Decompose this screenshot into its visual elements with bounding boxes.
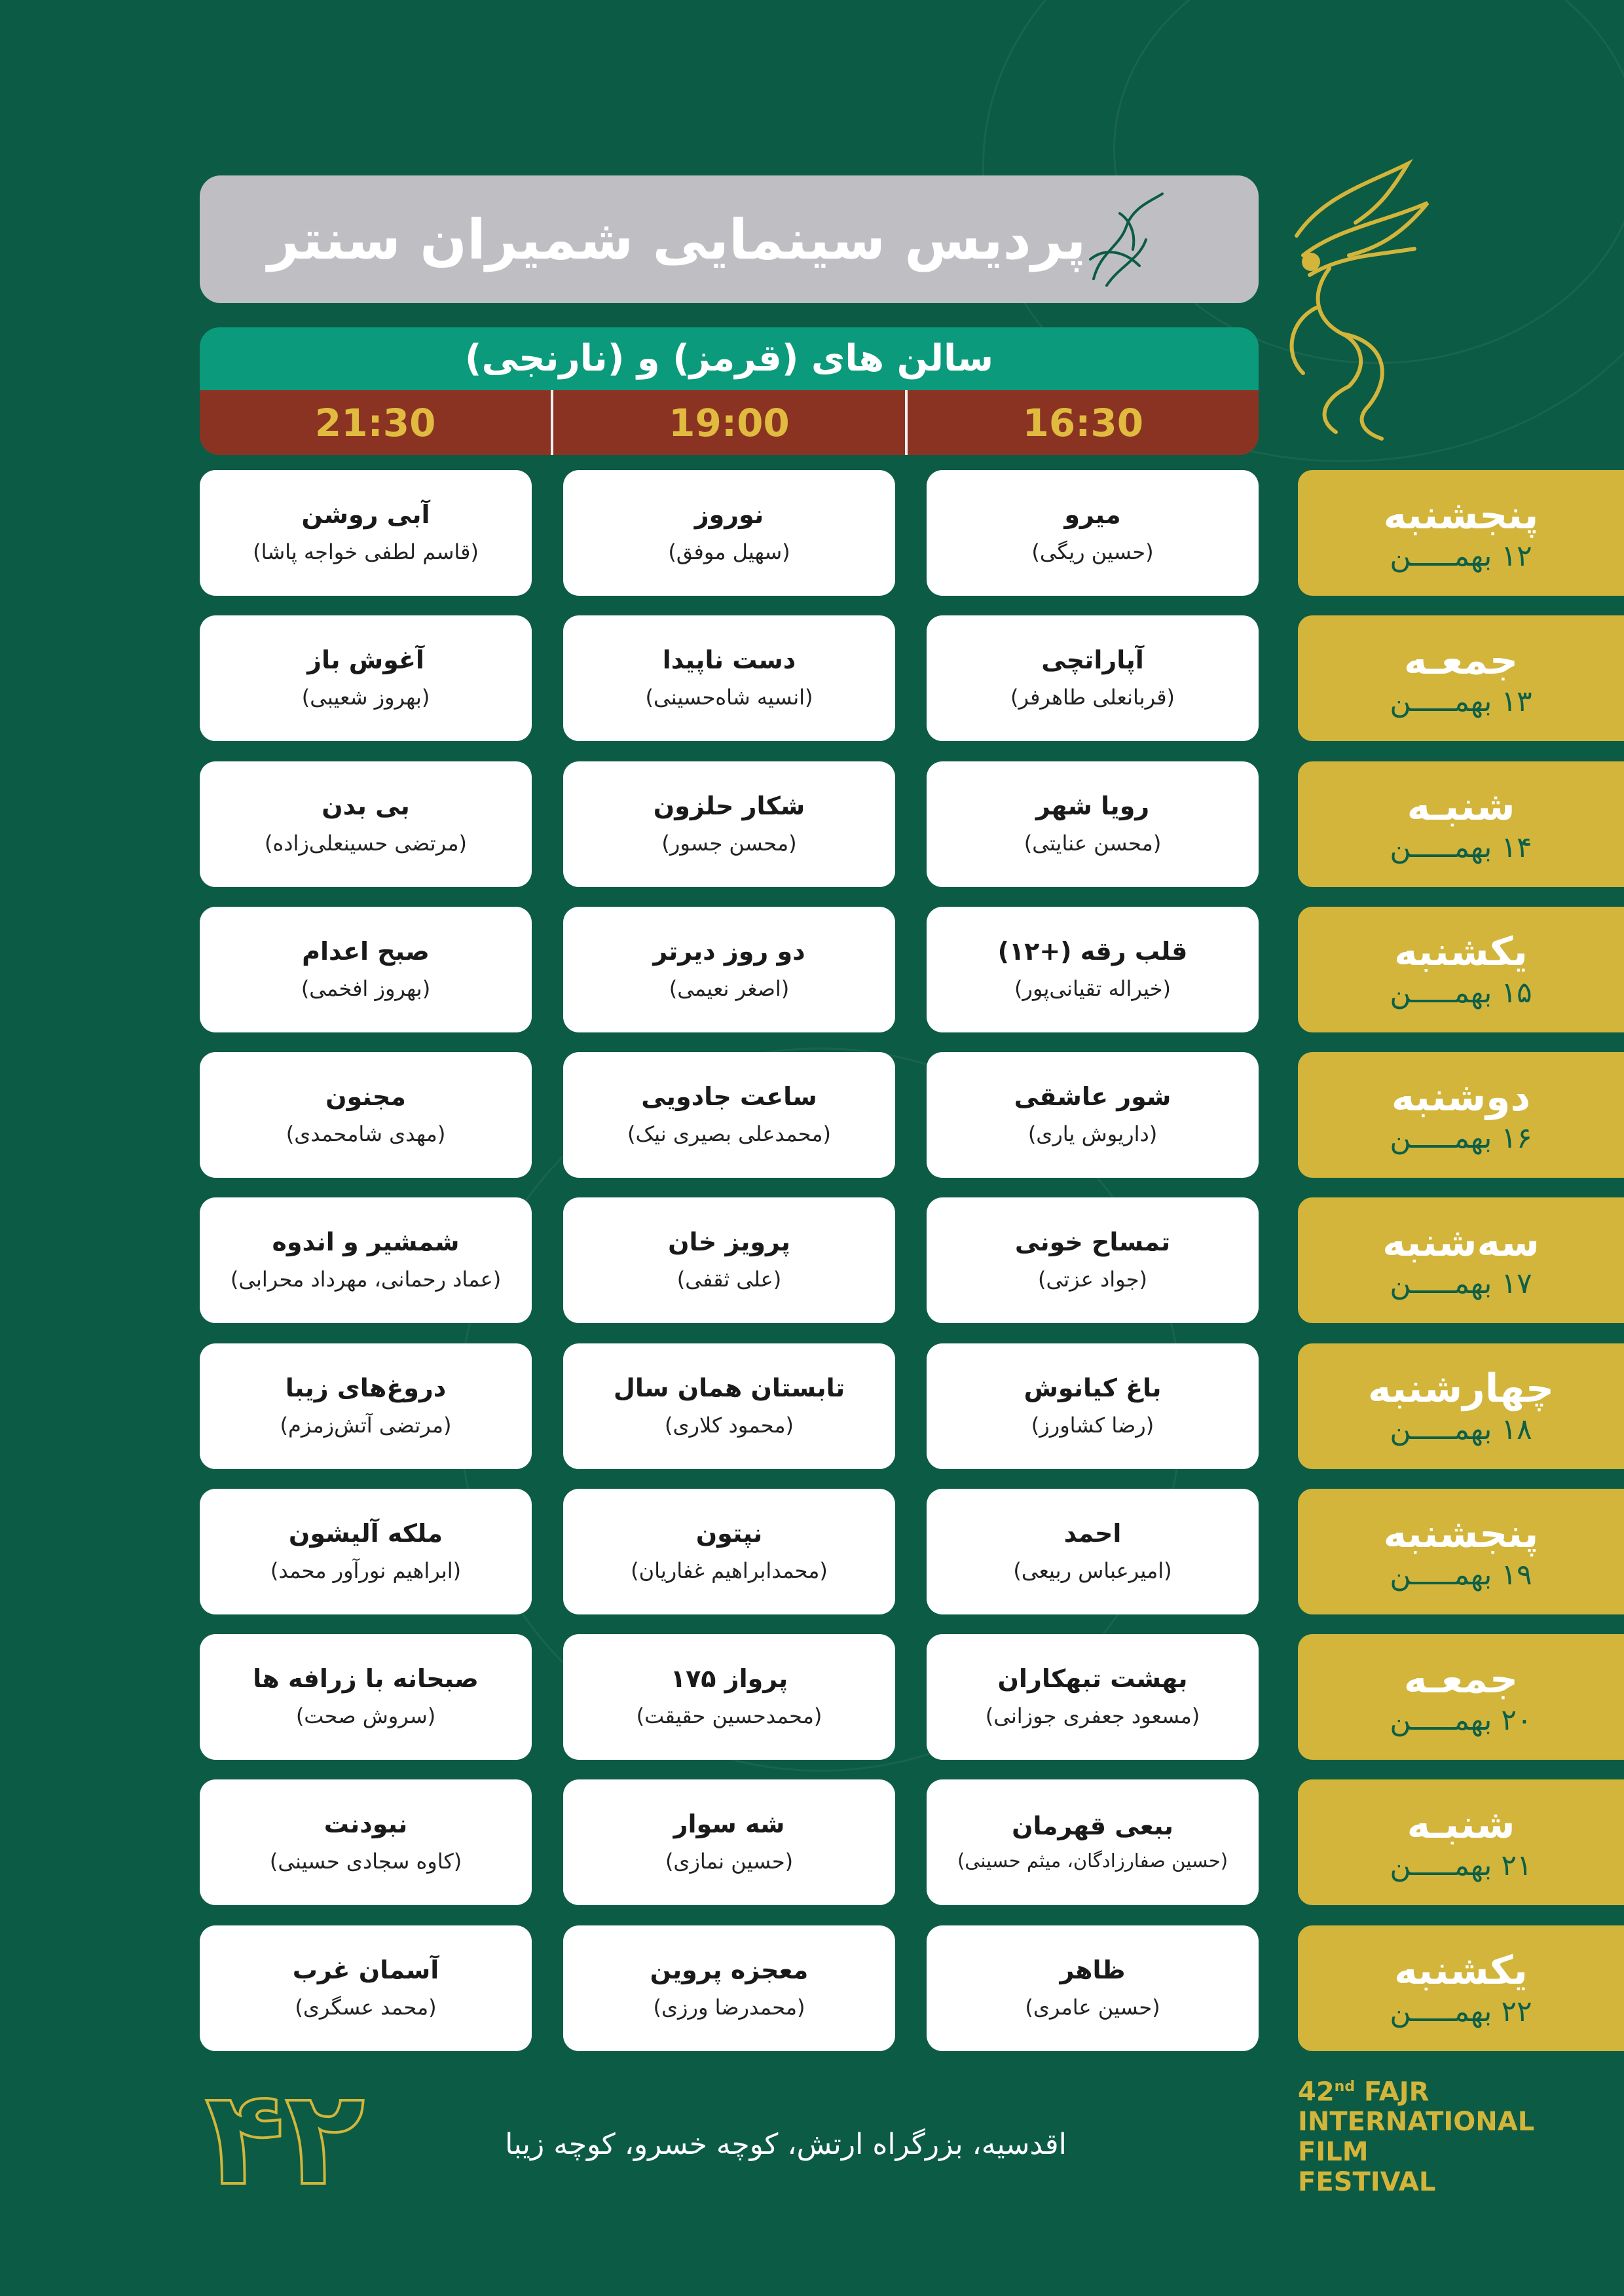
film-title: شور عاشقی (1014, 1082, 1172, 1112)
showtime-label: 21:30 (314, 400, 436, 445)
film-director: (قاسم لطفی خواجه پاشا) (253, 539, 479, 564)
film-title: ساعت جادویی (641, 1082, 817, 1112)
film-director: (حسین عامری) (1025, 1994, 1160, 2020)
film-title: پرواز ۱۷۵ (670, 1664, 788, 1694)
film-card (200, 761, 532, 887)
fest-logo-line2: INTERNATIONAL (1298, 2107, 1535, 2138)
film-title: شمشیر و اندوه (272, 1228, 460, 1257)
film-card (927, 1052, 1259, 1178)
film-title: شه سوار (673, 1810, 785, 1839)
film-title: نوروز (694, 500, 764, 530)
film-card (200, 1634, 532, 1760)
film-card (200, 1779, 532, 1905)
film-title: ملکه آلیشون (288, 1519, 443, 1548)
day-date: ۱۹ بهمـــــن (1390, 1558, 1532, 1592)
film-director: (قربانعلی طاهرفر) (1010, 684, 1175, 710)
film-director: (علی ثقفی) (676, 1266, 782, 1292)
day-label (1298, 907, 1624, 1032)
film-card (927, 1634, 1259, 1760)
film-title: نپتون (695, 1519, 763, 1548)
film-card (200, 1925, 532, 2051)
film-director: (محسن جسور) (661, 830, 797, 856)
film-title: آغوش باز (307, 646, 424, 675)
film-title: دو روز دیرتر (653, 937, 805, 966)
day-label (1298, 1489, 1624, 1614)
film-director: (مسعود جعفری جوزانی) (985, 1703, 1200, 1728)
film-card (927, 615, 1259, 741)
film-title: معجزه پروین (650, 1956, 809, 1985)
cinema-address: اقدسیه، بزرگراه ارتش، کوچه خسرو، کوچه زیبا (505, 2128, 1067, 2161)
film-title: تابستان همان سال (613, 1374, 845, 1403)
halls-header (200, 327, 1259, 455)
day-name: جمعـه (1403, 1656, 1519, 1703)
film-director: (مرتضی آتش‌زمزم) (280, 1412, 452, 1438)
film-director: (اصغر نعیمی) (669, 975, 790, 1001)
film-title: میرو (1064, 500, 1121, 530)
film-card (200, 1343, 532, 1469)
day-label (1298, 1634, 1624, 1760)
film-card (563, 615, 895, 741)
film-title: آپاراتچی (1041, 646, 1144, 675)
day-label (1298, 1925, 1624, 2051)
day-date: ۱۲ بهمـــــن (1390, 539, 1532, 574)
day-date: ۱۵ بهمـــــن (1390, 976, 1532, 1010)
day-date: ۲۱ بهمـــــن (1390, 1849, 1532, 1883)
film-card (927, 1343, 1259, 1469)
film-title: بی بدن (322, 792, 410, 821)
film-director: (محمد عسگری) (295, 1994, 437, 2020)
film-card (200, 907, 532, 1032)
film-card (563, 1489, 895, 1614)
day-date: ۱۷ بهمـــــن (1390, 1267, 1532, 1301)
film-card (563, 1779, 895, 1905)
day-name: شنبـه (1407, 784, 1515, 830)
film-title: پرویز خان (668, 1228, 790, 1257)
film-title: قلب رقه (+۱۲) (997, 937, 1188, 966)
film-director: (محمود کلاری) (664, 1412, 794, 1438)
cinema-title: پردیس سینمایی شمیران سنتر (267, 207, 1086, 272)
day-name: دوشنبه (1391, 1074, 1531, 1121)
film-card (563, 1052, 895, 1178)
film-title: دروغ‌های زیبا (285, 1374, 447, 1403)
day-name: پنجشنبه (1383, 1511, 1539, 1558)
day-name: چهارشنبه (1367, 1366, 1555, 1412)
film-director: (حسین صفارزادگان، میثم حسینی) (957, 1849, 1228, 1872)
film-director: (محسن عنایتی) (1024, 830, 1162, 856)
film-director: (سروش صحت) (295, 1703, 436, 1728)
film-card (200, 470, 532, 596)
film-card (927, 1197, 1259, 1323)
day-label (1298, 1779, 1624, 1905)
film-director: (حسین نمازی) (665, 1848, 794, 1874)
film-card (563, 470, 895, 596)
day-name: شنبـه (1407, 1802, 1515, 1848)
film-director: (جواد عزتی) (1038, 1266, 1147, 1292)
fest-logo-line3: FILM (1298, 2137, 1369, 2168)
film-title: آسمان غرب (292, 1956, 439, 1985)
film-title: رویا شهر (1035, 792, 1150, 821)
film-card (563, 1634, 895, 1760)
film-card (927, 470, 1259, 596)
day-name: جمعـه (1403, 638, 1519, 684)
day-date: ۲۲ بهمـــــن (1390, 1995, 1532, 2029)
film-title: تمساح خونی (1014, 1228, 1171, 1257)
fest-logo-line1: FAJR (1364, 2077, 1430, 2107)
festival-calligraphy-emblem (1080, 187, 1172, 292)
edition-42-numeral (200, 2072, 370, 2203)
day-label (1298, 615, 1624, 741)
film-card (200, 1052, 532, 1178)
day-date: ۲۰ بهمـــــن (1390, 1704, 1532, 1738)
film-title: ببعی قهرمان (1012, 1811, 1173, 1840)
film-title: دست ناپیدا (662, 646, 796, 675)
day-label (1298, 1343, 1624, 1469)
film-director: (رضا کشاورز) (1031, 1412, 1154, 1438)
film-card (563, 907, 895, 1032)
film-title: احمد (1063, 1519, 1122, 1548)
day-date: ۱۳ بهمـــــن (1390, 685, 1532, 719)
film-title: صبح اعدام (302, 937, 430, 966)
film-card (200, 615, 532, 741)
film-card (200, 1197, 532, 1323)
day-label (1298, 761, 1624, 887)
day-label (1298, 470, 1624, 596)
film-card (200, 1489, 532, 1614)
simorgh-bird-logo (1270, 157, 1447, 445)
film-director: (مهدی شامحمدی) (286, 1121, 446, 1146)
film-director: (امیرعباس ربیعی) (1013, 1558, 1172, 1583)
film-director: (محمدابراهیم غفاریان) (631, 1558, 828, 1583)
film-card (563, 761, 895, 887)
film-card (563, 1197, 895, 1323)
film-director: (محمدرضا ورزی) (653, 1994, 805, 2020)
film-director: (حسین ریگی) (1031, 539, 1154, 564)
day-date: ۱۸ بهمـــــن (1390, 1413, 1532, 1447)
film-card (927, 907, 1259, 1032)
day-label (1298, 1197, 1624, 1323)
film-title: بهشت تبهکاران (997, 1664, 1188, 1694)
film-director: (انسیه شاه‌حسینی) (645, 684, 813, 710)
fajr-festival-logo (1298, 2072, 1534, 2197)
film-title: ظاهر (1060, 1956, 1126, 1985)
svg-text:۴۲: ۴۲ (204, 2072, 365, 2203)
film-title: آبی روشن (301, 500, 430, 530)
day-name: پنجشنبه (1383, 492, 1539, 539)
film-director: (سهیل موفق) (668, 539, 790, 564)
film-director: (خیراله تقیانی‌پور) (1014, 975, 1171, 1001)
day-date: ۱۴ بهمـــــن (1390, 831, 1532, 865)
fest-logo-line4: FESTIVAL (1298, 2167, 1436, 2198)
film-director: (عماد رحمانی، مهرداد محرابی) (230, 1266, 502, 1292)
film-title: صبحانه با زرافه ها (253, 1664, 479, 1694)
film-director: (بهروز افخمی) (301, 975, 431, 1001)
film-title: شکار حلزون (653, 792, 805, 821)
film-card (927, 1925, 1259, 2051)
film-director: (مرتضی حسینعلی‌زاده) (265, 830, 467, 856)
day-date: ۱۶ بهمـــــن (1390, 1121, 1532, 1156)
film-director: (بهروز شعیبی) (301, 684, 430, 710)
day-name: یکشنبه (1394, 929, 1528, 975)
film-title: باغ کیانوش (1024, 1374, 1162, 1403)
showtime-label: 19:00 (669, 400, 790, 445)
film-director: (داریوش یاری) (1027, 1121, 1158, 1146)
halls-title: سالن های (قرمز) و (نارنجی) (464, 337, 994, 380)
film-title: مجنون (325, 1082, 406, 1112)
day-name: سه‌شنبه (1382, 1220, 1540, 1266)
film-director: (محمدحسین حقیقت) (636, 1703, 822, 1728)
film-card (927, 1779, 1259, 1905)
film-card (927, 1489, 1259, 1614)
film-director: (ابراهیم نورآور محمد) (270, 1558, 462, 1583)
fest-logo-suffix: nd (1334, 2079, 1356, 2095)
film-title: نبودنت (323, 1810, 408, 1839)
film-director: (کاوه سجادی حسینی) (269, 1848, 462, 1874)
film-director: (محمدعلی بصیری نیک) (627, 1121, 831, 1146)
fest-logo-number: 42 (1298, 2077, 1335, 2107)
showtime-label: 16:30 (1022, 400, 1144, 445)
showtimes-row (200, 390, 1259, 455)
day-label (1298, 1052, 1624, 1178)
day-name: یکشنبه (1394, 1948, 1528, 1994)
film-card (927, 761, 1259, 887)
film-card (563, 1925, 895, 2051)
film-card (563, 1343, 895, 1469)
